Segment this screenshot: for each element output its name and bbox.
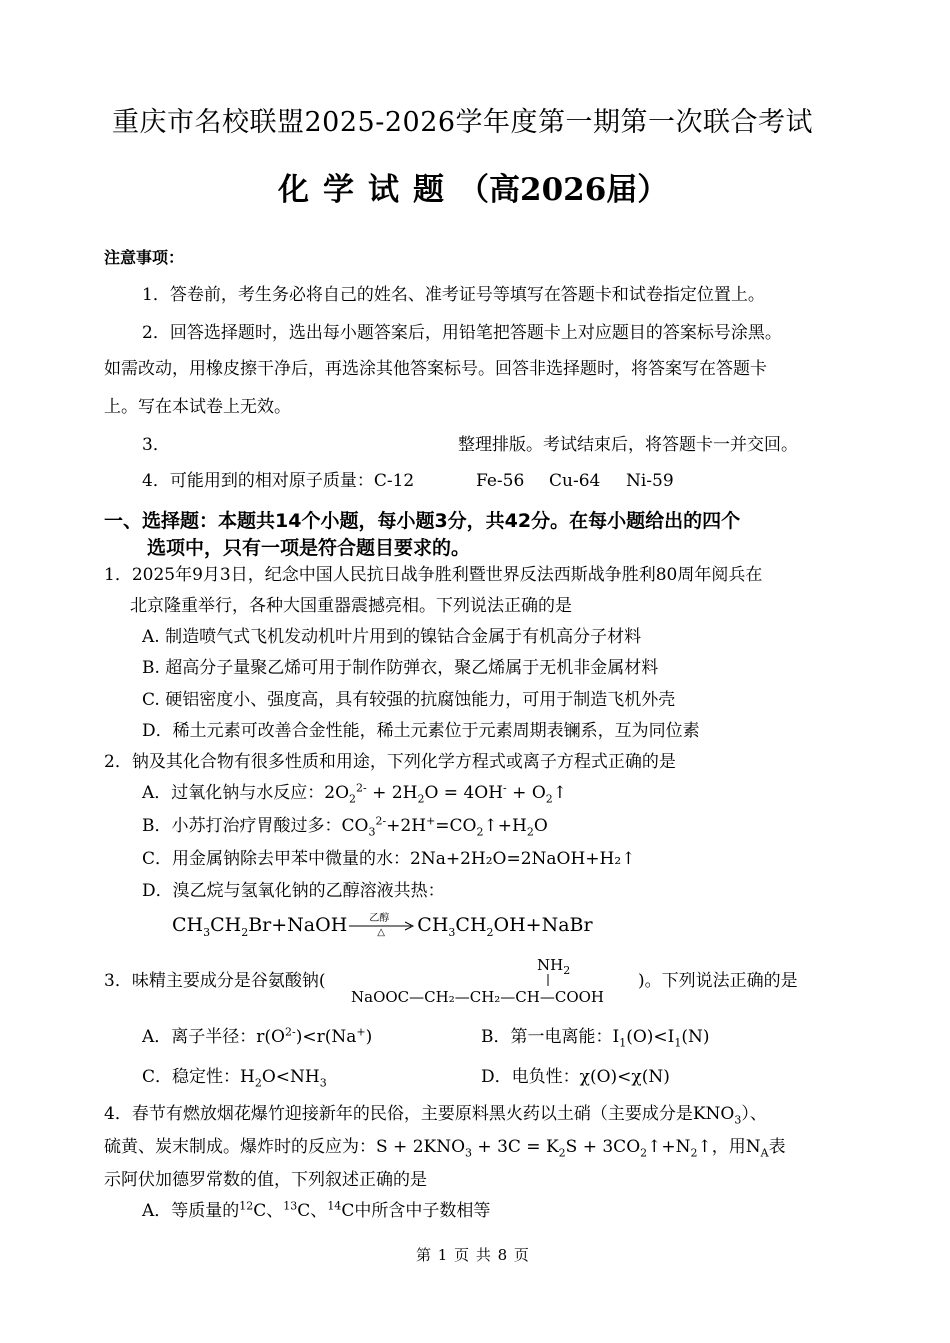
option-a-expression: $r(O^{2-})<r(Na^+)$: [256, 1025, 373, 1047]
glutamate-structure: [349, 954, 639, 1008]
exam-title: 重庆市名校联盟2025-2026学年度第一期第一次联合考试: [112, 107, 814, 138]
atomic-mass-ni: Ni-59: [626, 471, 674, 491]
subject-title: 化学试题（高2026届）: [278, 172, 669, 208]
atomic-mass-cu: Cu-64: [549, 471, 601, 491]
notice-item-2: 2．回答选择题时，选出每小题答案后，用铅笔把答题卡上对应题目的答案标号涂黑。: [142, 323, 782, 343]
option-a-equation: $2O_2^{2-} + 2H_2O = 4OH^-$ + $O_2↑$: [324, 781, 568, 806]
question-1-option-a: A. 制造喷气式飞机发动机叶片用到的镍钴合金属于有机高分子材料: [142, 627, 642, 647]
notice-item-4: 4．可能用到的相对原子质量：C-12: [142, 471, 415, 491]
question-1-stem-cont: 北京隆重举行，各种大国重器震撼亮相。下列说法正确的是: [130, 596, 572, 616]
avogadro-symbol: $N_A$: [745, 1137, 769, 1160]
option-c-label: C．用金属钠除去甲苯中微量的水：: [142, 849, 411, 869]
arrow-condition-bottom: △: [377, 927, 385, 938]
question-3-option-c: C．稳定性：$H_2O<NH_3$: [142, 1067, 327, 1090]
kno3: $KNO_3$: [692, 1104, 742, 1127]
notice-heading: 注意事项：: [104, 248, 185, 267]
section-heading: 一、选择题：本题共14个小题，每小题3分，共42分。在每小题给出的四个: [104, 510, 741, 532]
notice-item-3: 整理排版。考试结束后，将答题卡一并交回。: [458, 435, 798, 455]
question-2-option-a: [142, 782, 567, 804]
notice-item-2-cont2: 上。写在本试卷上无效。: [104, 397, 291, 417]
notice-item-3-number: 3．: [142, 435, 170, 455]
question-3-option-b: B．第一电离能：$I_1(O)<I_1(N)$: [481, 1027, 710, 1050]
option-b-label: B．小苏打治疗胃酸过多：: [142, 816, 342, 836]
option-a-label: A．过氧化钠与水反应：: [142, 783, 325, 803]
question-2-stem: 2．钠及其化合物有很多性质和用途，下列化学方程式或离子方程式正确的是: [104, 752, 676, 772]
option-c-equation: 2Na+2H₂O=2NaOH+H₂↑: [410, 849, 636, 869]
question-2-option-d-equation: $CH_3CH_2Br+NaOH$ 乙醇 △ $CH_3CH_2OH+NaBr$: [172, 913, 593, 939]
question-4-stem-cont: 硫黄、炭末制成。爆炸时的反应为：$S + 2KNO_3 + 3C = K_2S$ + $3CO_2↑+N_2↑$，用$N_A$表: [104, 1137, 786, 1160]
carbon-isotopes: $^{12}$C、$^{13}$C、$^{14}$C: [239, 1199, 355, 1221]
option-b-expression: $I_1(O)<I_1(N)$: [612, 1027, 710, 1050]
page-number: 第 1 页 共 8 页: [416, 1246, 530, 1264]
question-2-option-d: D．溴乙烷与氢氧化钠的乙醇溶液共热：: [142, 881, 445, 901]
structure-nh2: $NH_2$: [537, 956, 571, 977]
question-2-option-c: [142, 848, 635, 870]
structure-chain: NaOOC—CH₂—CH₂—CH—COOH: [351, 988, 604, 1006]
question-4-option-a: A．等质量的$^{12}$C、$^{13}$C、$^{14}$C中所含中子数相等: [142, 1199, 491, 1221]
option-b-equation: $CO_3^{2-}+2H^+=CO_2↑+H_2O$: [341, 814, 548, 839]
question-3-stem: 3．味精主要成分是谷氨酸钠(: [104, 971, 326, 991]
option-c-expression: $H_2O<NH_3$: [240, 1067, 327, 1090]
question-1-option-b: B. 超高分子量聚乙烯可用于制作防弹衣，聚乙烯属于无机非金属材料: [142, 658, 659, 678]
reaction-equation: $S + 2KNO_3 + 3C = K_2S$ + $3CO_2↑+N_2↑$: [376, 1137, 712, 1160]
section-heading-cont: 选项中，只有一项是符合题目要求的。: [147, 537, 471, 559]
notice-item-2-cont: 如需改动，用橡皮擦干净后，再选涂其他答案标号。回答非选择题时，将答案写在答题卡: [104, 359, 767, 379]
question-3-stem-suffix: )。下列说法正确的是: [638, 971, 798, 991]
question-1-option-c: C. 硬铝密度小、强度高，具有较强的抗腐蚀能力，可用于制造飞机外壳: [142, 690, 676, 710]
question-1-stem: 1．2025年9月3日，纪念中国人民抗日战争胜利暨世界反法西斯战争胜利80周年阅兵在: [104, 565, 763, 585]
question-3-option-d: D．电负性：χ(O)<χ(N): [481, 1067, 670, 1087]
question-4-stem-cont2: 示阿伏加德罗常数的值，下列叙述正确的是: [104, 1170, 427, 1190]
reaction-arrow: [347, 915, 417, 937]
question-3-option-a: A．离子半径：$r(O^{2-})<r(Na^+)$: [142, 1025, 373, 1047]
question-1-option-d: D．稀土元素可改善合金性能，稀土元素位于元素周期表镧系，互为同位素: [142, 721, 700, 741]
atomic-mass-fe: Fe-56: [476, 471, 525, 491]
option-d-expression: χ(O)<χ(N): [579, 1067, 670, 1087]
question-4-stem: 4．春节有燃放烟花爆竹迎接新年的民俗，主要原料黑火药以土硝（主要成分是$KNO_3$）、: [104, 1104, 767, 1127]
question-2-option-b: [142, 815, 548, 837]
notice-item-1: 1．答卷前，考生务必将自己的姓名、准考证号等填写在答题卡和试卷指定位置上。: [142, 285, 765, 305]
arrow-condition-top: 乙醇: [369, 913, 390, 924]
